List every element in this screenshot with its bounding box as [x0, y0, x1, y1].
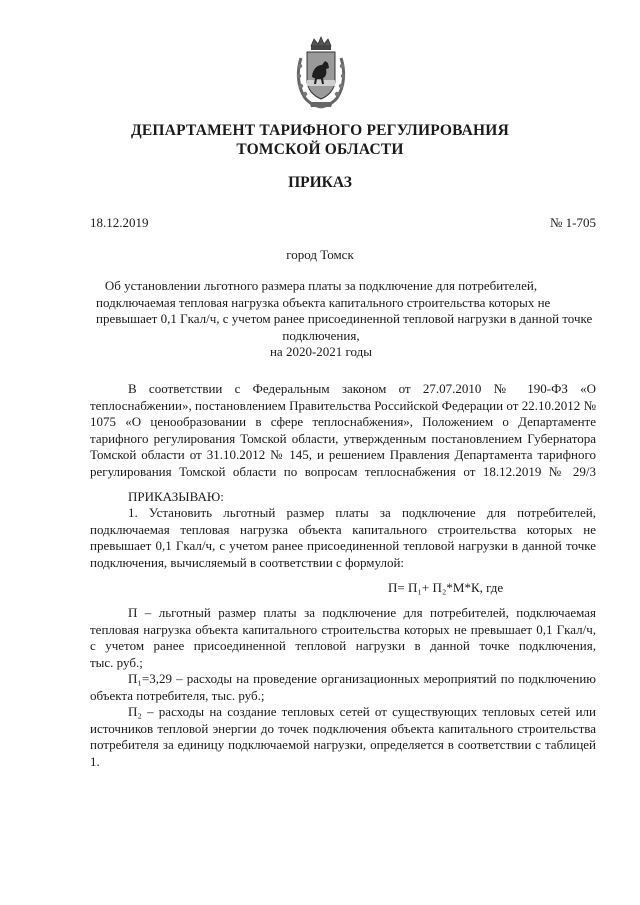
- paragraph-line: 1.: [90, 753, 100, 769]
- document-subject: [96, 278, 593, 361]
- subject-line: превышает 0,1 Гкал/ч, с учетом ранее присоединенной тепловой нагрузки в данной точке: [96, 311, 593, 326]
- department-title-line1: ДЕПАРТАМЕНТ ТАРИФНОГО РЕГУЛИРОВАНИЯ: [131, 122, 509, 139]
- department-title-line2: ТОМСКОЙ ОБЛАСТИ: [236, 141, 404, 158]
- paragraph-line: подключения, вычисляемый в соответствии с формулой:: [90, 554, 405, 570]
- paragraph-line: 1. Установить льготный размер платы за подключение для потребителей,: [128, 505, 596, 520]
- definition-p1-paragraph: [90, 671, 596, 704]
- item1-paragraph: [90, 505, 596, 571]
- paragraph-line: П₂ – расходы на создание тепловых сетей от существующих тепловых сетей или: [128, 704, 596, 719]
- subject-line: на 2020-2021 годы: [269, 344, 373, 359]
- document-date: 18.12.2019: [90, 215, 149, 230]
- order-keyword: ПРИКАЗЫВАЮ:: [128, 489, 224, 504]
- subject-line: подключаемая тепловая нагрузка объекта капитального строительства которых не: [96, 294, 551, 310]
- paragraph-line: тарифного регулирования Томской области, утвержденным постановлением Губернатора: [90, 430, 596, 446]
- paragraph-line: тыс. руб.;: [90, 654, 143, 670]
- paragraph-line: регулирования Томской области по вопросам теплоснабжения от 18.12.2019 № 29/3: [90, 463, 596, 479]
- subject-line: подключения,: [282, 327, 360, 343]
- paragraph-line: В соответствии с Федеральным законом от 27.07.2010 № 190-ФЗ «О: [128, 381, 596, 396]
- paragraph-line: потребителя за единицу подключаемой нагрузки, определяется в соответствии с таблицей: [90, 737, 596, 752]
- paragraph-line: теплоснабжении», постановлением Правительства Российской Федерации от 22.10.2012 №: [90, 397, 596, 413]
- paragraph-line: тепловая нагрузка объекта капитального строительства которых не превышает 0,1 Гкал/ч,: [90, 621, 596, 637]
- paragraph-line: источников тепловой энергии до точек подключения объекта капитального строительства: [90, 720, 596, 736]
- formula: П= П₁+ П₂*М*К, где: [388, 580, 504, 595]
- paragraph-line: превышает 0,1 Гкал/ч, с учетом ранее присоединенной тепловой нагрузки в данной точке: [90, 538, 596, 553]
- paragraph-line: с учетом ранее присоединенной тепловой нагрузки в данной точке подключения,: [90, 638, 596, 653]
- preamble-paragraph: [90, 381, 596, 480]
- definition-p-paragraph: [90, 605, 596, 671]
- definition-p2-paragraph: [90, 704, 596, 770]
- document-type-heading: ПРИКАЗ: [288, 174, 352, 191]
- paragraph-line: П₁=3,29 – расходы на проведение организационных мероприятий по подключению: [128, 671, 596, 686]
- paragraph-line: 1075 «О ценообразовании в сфере теплоснабжения», Положением о Департаменте: [90, 414, 596, 429]
- paragraph-line: подключаемая тепловая нагрузка объекта капитального строительства которых не: [90, 521, 596, 537]
- tomsk-oblast-coat-of-arms-icon: [295, 36, 347, 110]
- paragraph-line: П – льготный размер платы за подключение для потребителей, подключаемая: [128, 605, 596, 620]
- paragraph-line: Томской области от 31.10.2012 № 145, и решением Правления Департамента тарифного: [90, 447, 596, 462]
- document-number: № 1-705: [550, 215, 596, 230]
- paragraph-line: объекта потребителя, тыс. руб.;: [90, 687, 265, 703]
- document-city: город Томск: [286, 247, 354, 262]
- subject-line: Об установлении льготного размера платы за подключение для потребителей,: [104, 278, 538, 293]
